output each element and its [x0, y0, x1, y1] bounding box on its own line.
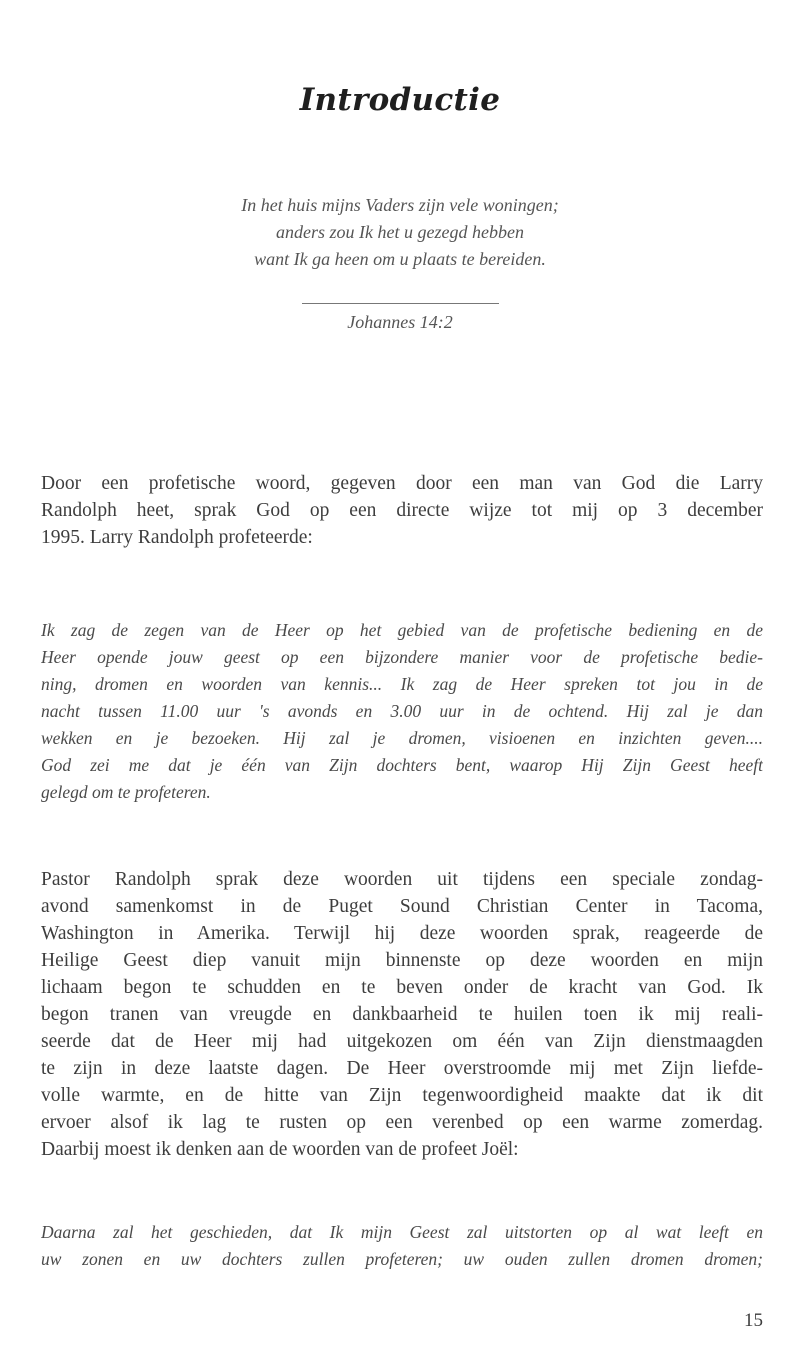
quote-line: gelegd om te profeteren. [41, 782, 211, 802]
paragraph-testimony [41, 866, 763, 1163]
text-line: Washington in Amerika. Terwijl hij deze woorden sprak, reageerde de [41, 923, 763, 944]
text-line: Heilige Geest diep vanuit mijn binnenste op deze woorden en mijn [41, 950, 763, 971]
quote-line: wekken en je bezoeken. Hij zal je dromen, visioenen en inzichten geven.... [41, 728, 763, 748]
quote-line: uw zonen en uw dochters zullen profeteren; uw ouden zullen dromen dromen; [41, 1249, 763, 1269]
quote-line: God zei me dat je één van Zijn dochters bent, waarop Hij Zijn Geest heeft [41, 755, 763, 775]
paragraph-intro [41, 470, 763, 551]
text-line: 1995. Larry Randolph profeteerde: [41, 527, 313, 548]
text-line: Door een profetische woord, gegeven door een man van God die Larry [41, 473, 763, 494]
epigraph-reference: Johannes 14:2 [347, 312, 453, 332]
quote-line: ning, dromen en woorden van kennis... Ik zag de Heer spreken tot jou in de [41, 674, 763, 694]
text-line: seerde dat de Heer mij had uitgekozen om één van Zijn dienstmaagden [41, 1031, 763, 1052]
text-line: avond samenkomst in de Puget Sound Christian Center in Tacoma, [41, 896, 763, 917]
text-line: Daarbij moest ik denken aan de woorden van de profeet Joël: [41, 1139, 519, 1160]
epigraph-divider [302, 303, 499, 304]
quote-line: nacht tussen 11.00 uur 's avonds en 3.00 uur in de ochtend. Hij zal je dan [41, 701, 763, 721]
chapter-title: Introductie [299, 82, 501, 118]
epigraph-line: In het huis mijns Vaders zijn vele woningen; [241, 195, 559, 215]
text-line: Pastor Randolph sprak deze woorden uit tijdens een speciale zondag- [41, 869, 763, 890]
text-line: ervoer alsof ik lag te rusten op een verenbed op een warme zomerdag. [41, 1112, 763, 1133]
quote-line: Heer opende jouw geest op een bijzondere manier voor de profetische bedie- [41, 647, 763, 667]
epigraph-line: anders zou Ik het u gezegd hebben [276, 222, 524, 242]
page-number: 15 [744, 1310, 763, 1331]
text-line: volle warmte, en de hitte van Zijn tegenwoordigheid maakte dat ik dit [41, 1085, 763, 1106]
text-line: begon tranen van vreugde en dankbaarheid te huilen toen ik mij reali- [41, 1004, 763, 1025]
epigraph [0, 192, 800, 273]
quote-line: Ik zag de zegen van de Heer op het gebied van de profetische bediening en de [41, 620, 763, 640]
epigraph-line: want Ik ga heen om u plaats te bereiden. [254, 249, 546, 269]
quote-line: Daarna zal het geschieden, dat Ik mijn Geest zal uitstorten op al wat leeft en [41, 1222, 763, 1242]
text-line: lichaam begon te schudden en te beven onder de kracht van God. Ik [41, 977, 763, 998]
prophecy-quote [41, 617, 763, 806]
text-line: Randolph heet, sprak God op een directe wijze tot mij op 3 december [41, 500, 763, 521]
joel-quote [41, 1219, 763, 1273]
text-line: te zijn in deze laatste dagen. De Heer overstroomde mij met Zijn liefde- [41, 1058, 763, 1079]
